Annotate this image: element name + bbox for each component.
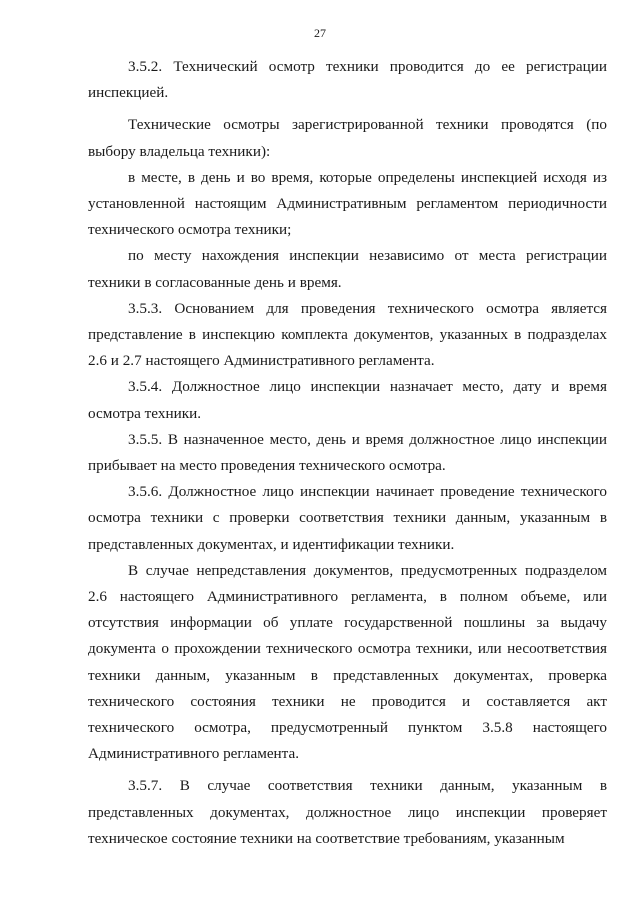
page-number: 27: [314, 26, 326, 40]
document-body: [88, 54, 607, 852]
paragraph-3-5-7: 3.5.7. В случае соответствия техники данным, указанным в представленных документах, должностное лицо инспекции проверяет техническое состояние техники на соответствие требованиям, указанным: [88, 777, 607, 847]
paragraph-3-5-6: 3.5.6. Должностное лицо инспекции начинает проведение технического осмотра техники с проверки соответствия техники данным, указанным в представленных документах, и идентификации техники.: [88, 483, 607, 553]
paragraph-3-5-5: 3.5.5. В назначенное место, день и время должностное лицо инспекции прибывает на место проведения технического осмотра.: [88, 430, 607, 475]
paragraph-option-inspection-location: по месту нахождения инспекции независимо от места регистрации техники в согласованные день и время.: [88, 247, 607, 291]
paragraph-inspection-choice: Технические осмотры зарегистрированной техники проводятся (по выбору владельца техники):: [88, 116, 607, 160]
paragraph-3-5-3: 3.5.3. Основанием для проведения технического осмотра является представление в инспекцию комплекта документов, указанных в подразделах 2.6 и 2.7 настоящего Административного регламента.: [88, 299, 607, 370]
paragraph-3-5-4: 3.5.4. Должностное лицо инспекции назначает место, дату и время осмотра техники.: [88, 378, 607, 422]
paragraph-missing-documents: В случае непредставления документов, предусмотренных подразделом 2.6 настоящего Административного регламента, в полном объеме, или отсутствия информации об уплате государственной пошлины за выдачу документа о прохождении технического осмотра техники, или несоответствия техники данным, указанным в представленных документах, проверка технического состояния техники не проводится и составляется акт технического осмотра, предусмотренный пунктом 3.5.8 настоящего Административного регламента.: [88, 561, 607, 763]
paragraph-3-5-2: 3.5.2. Технический осмотр техники проводится до ее регистрации инспекцией.: [88, 58, 607, 102]
paragraph-option-place-time: в месте, в день и во время, которые определены инспекцией исходя из установленной настоящим Административным регламентом периодичности технического осмотра техники;: [88, 168, 607, 239]
